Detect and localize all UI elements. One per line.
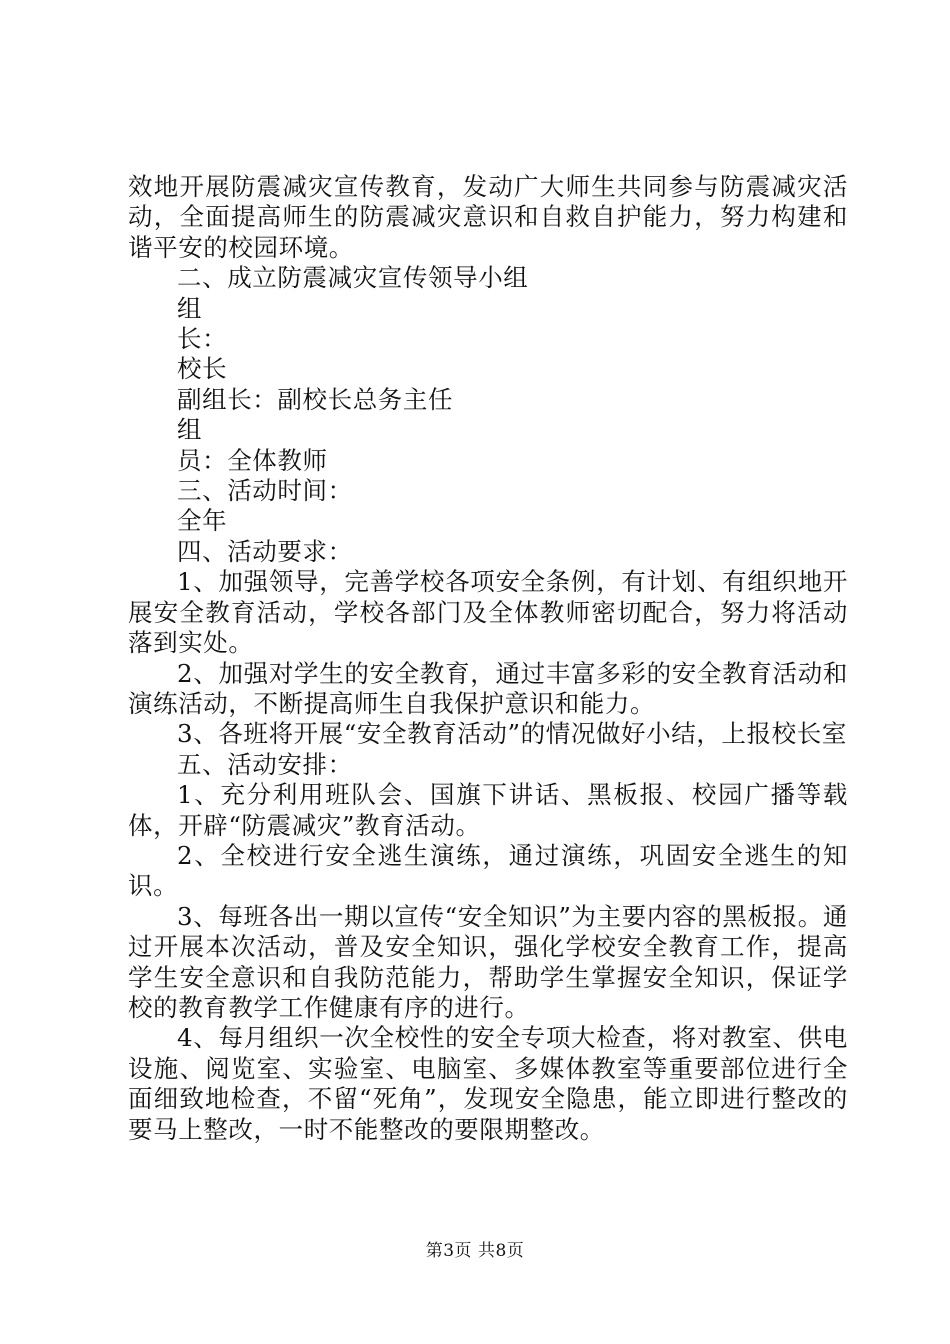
page-footer — [0, 1240, 950, 1262]
paragraph-7: 组 — [177, 415, 203, 445]
paragraph-2: 二、成立防震减灾宣传领导小组 — [177, 263, 529, 293]
paragraph-4: 长： — [177, 324, 228, 354]
paragraph-3: 组 — [177, 293, 203, 323]
paragraph-11: 四、活动要求： — [177, 536, 353, 566]
paragraph-18: 3、每班各出一期以宣传“安全知识”为主要内容的黑板报。通过开展本次活动，普及安全知识，强化学校安全教育工作，提高学生安全意识和自我防范能力，帮助学生掌握安全知识，保证学校的教育教学工作健康有序的进行。 — [128, 901, 848, 1022]
paragraph-13: 2、加强对学生的安全教育，通过丰富多彩的安全教育活动和演练活动，不断提高师生自我保护意识和能力。 — [128, 658, 848, 718]
paragraph-5: 校长 — [177, 354, 228, 384]
document-body — [128, 172, 848, 1145]
paragraph-19: 4、每月组织一次全校性的安全专项大检查，将对教室、供电设施、阅览室、实验室、电脑室、多媒体教室等重要部位进行全面细致地检查，不留“死角”，发现安全隐患，能立即进行整改的要马上整改，一时不能整改的要限期整改。 — [128, 1023, 848, 1144]
paragraph-12: 1、加强领导，完善学校各项安全条例，有计划、有组织地开展安全教育活动，学校各部门及全体教师密切配合，努力将活动落到实处。 — [128, 567, 848, 658]
paragraph-15: 五、活动安排： — [177, 749, 353, 779]
paragraph-16: 1、充分利用班队会、国旗下讲话、黑板报、校园广播等载体，开辟“防震减灾”教育活动。 — [128, 780, 848, 840]
paragraph-10: 全年 — [177, 506, 228, 536]
paragraph-9: 三、活动时间： — [177, 476, 353, 506]
paragraph-17: 2、全校进行安全逃生演练，通过演练，巩固安全逃生的知识。 — [128, 840, 848, 901]
paragraph-8: 员：全体教师 — [177, 445, 328, 475]
paragraph-14: 3、各班将开展“安全教育活动”的情况做好小结，上报校长室 — [177, 719, 847, 749]
paragraph-1: 效地开展防震减灾宣传教育，发动广大师生共同参与防震减灾活动，全面提高师生的防震减灾意识和自救自护能力，努力构建和谐平安的校园环境。 — [128, 172, 848, 262]
page-number-label: 第3页 共8页 — [425, 1241, 525, 1261]
paragraph-6: 副组长：副校长总务主任 — [177, 384, 454, 414]
